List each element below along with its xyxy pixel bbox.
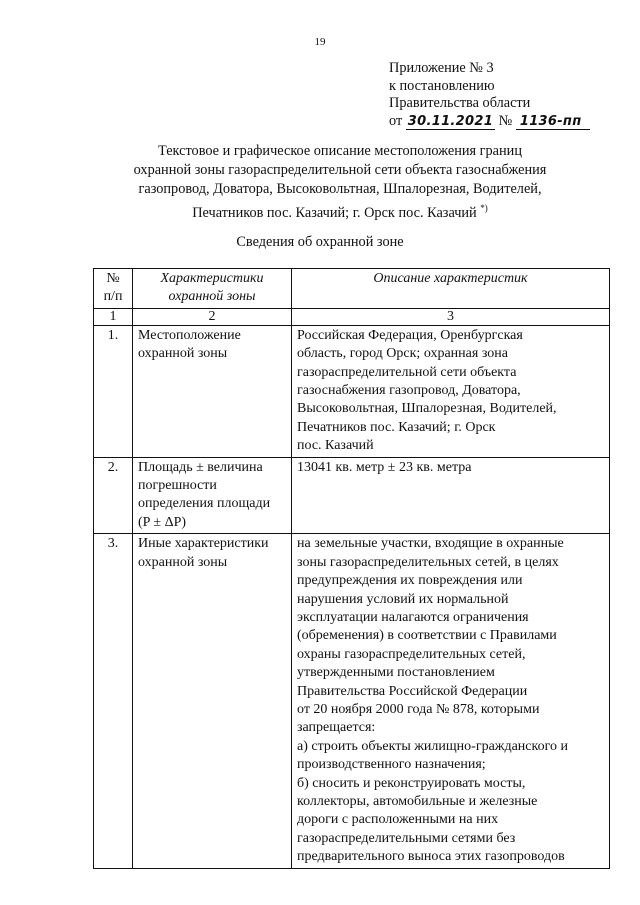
text-line: дороги с расположенными на них (297, 812, 499, 828)
page-number: 19 (314, 36, 326, 48)
table-row (94, 457, 610, 534)
row-number: 1. (94, 325, 133, 457)
table-numbers-row (94, 308, 610, 325)
row-characteristic (133, 534, 292, 868)
header-col-3: Описание характеристик (292, 269, 610, 309)
appendix-ot: от (389, 112, 403, 129)
row-description (292, 325, 610, 457)
text-line: эксплуатации налагаются ограничения (297, 609, 529, 625)
text-line: охранной зоны (138, 346, 228, 362)
title-line-4-text: Печатников пос. Казачий; г. Орск пос. Казачий (192, 204, 477, 221)
header-col-2-line-2: охранной зоны (168, 289, 256, 305)
text-line: охранной зоны (138, 554, 228, 570)
header-col-1-line-1: № (106, 271, 120, 286)
text-line: (P ± ΔP) (138, 514, 187, 530)
header-col-2 (133, 269, 292, 309)
appendix-line-3: Правительства области (389, 95, 531, 111)
text-line: производственного назначения; (297, 757, 486, 773)
title-line-1: Текстовое и графическое описание местоположения границ (158, 143, 522, 159)
text-line: погрешности (138, 478, 217, 494)
table-row (94, 325, 610, 457)
appendix-line-1: Приложение № 3 (389, 60, 494, 76)
appendix-number: 1136-пп (519, 113, 582, 129)
appendix-date-line (389, 113, 590, 131)
text-line: Печатников пос. Казачий; г. Орск (297, 419, 496, 435)
text-line: на земельные участки, входящие в охранные (297, 536, 564, 552)
row-characteristic (133, 457, 292, 534)
table-row (94, 534, 610, 868)
row-description (292, 457, 610, 534)
header-col-1 (94, 269, 133, 309)
appendix-line-2: к постановлению (389, 77, 495, 94)
text-line: предварительного выноса этих газопроводов (297, 849, 565, 865)
text-line: утвержденными постановлением (297, 665, 495, 681)
text-line: 13041 кв. метр ± 23 кв. метра (297, 459, 472, 475)
text-line: Иные характеристики (138, 536, 269, 552)
title-line-2: охранной зоны газораспределительной сети объекта газоснабжения (133, 162, 547, 178)
text-line: Правительства Российской Федерации (297, 683, 528, 699)
text-line: Местоположение (138, 327, 241, 343)
title-line-4 (80, 199, 600, 223)
text-line: (обременения) в соответствии с Правилами (297, 628, 557, 644)
text-line: нарушения условий их нормальной (297, 591, 509, 607)
header-col-2-line-1: Характеристики (160, 271, 264, 286)
row-description (292, 534, 610, 868)
text-line: пос. Казачий (297, 438, 374, 454)
header-col-1-line-2: п/п (103, 289, 123, 305)
text-line: Площадь ± величина (138, 459, 263, 475)
text-line: определения площади (138, 496, 271, 512)
appendix-date: 30.11.2021 (407, 113, 494, 129)
text-line: зоны газораспределительных сетей, в целях (297, 554, 559, 570)
row-characteristic (133, 325, 292, 457)
row-number: 3. (94, 534, 133, 868)
col-number-1: 1 (94, 308, 133, 325)
text-line: а) строить объекты жилищно-гражданского и (297, 738, 568, 754)
text-line: область, город Орск; охранная зона (297, 346, 508, 362)
section-subtitle: Сведения об охранной зоне (236, 234, 404, 250)
text-line: б) сносить и реконструировать мосты, (297, 775, 526, 791)
document-title (80, 142, 600, 223)
text-line: коллекторы, автомобильные и железные (297, 793, 538, 809)
text-line: газораспределительными сетями без (297, 830, 516, 846)
footnote-mark: *) (480, 203, 488, 213)
col-number-2: 2 (133, 308, 292, 325)
text-line: охраны газораспределительных сетей, (297, 646, 526, 662)
text-line: газоснабжения газопровод, Доватора, (297, 383, 521, 399)
table-header-row (94, 269, 610, 309)
text-line: Высоковольтная, Шпалорезная, Водителей, (297, 401, 557, 417)
text-line: Российская Федерация, Оренбургская (297, 327, 523, 343)
row-number: 2. (94, 457, 133, 534)
col-number-3: 3 (292, 308, 610, 325)
appendix-block (389, 60, 590, 130)
text-line: запрещается: (297, 720, 376, 736)
zone-table (93, 268, 610, 869)
appendix-number-sign: № (498, 112, 513, 129)
title-line-3: газопровод, Доватора, Высоковольтная, Шпалорезная, Водителей, (138, 181, 542, 197)
text-line: от 20 ноября 2000 года № 878, которыми (297, 701, 540, 717)
text-line: предупреждения их повреждения или (297, 573, 523, 589)
text-line: газораспределительной сети объекта (297, 364, 517, 380)
